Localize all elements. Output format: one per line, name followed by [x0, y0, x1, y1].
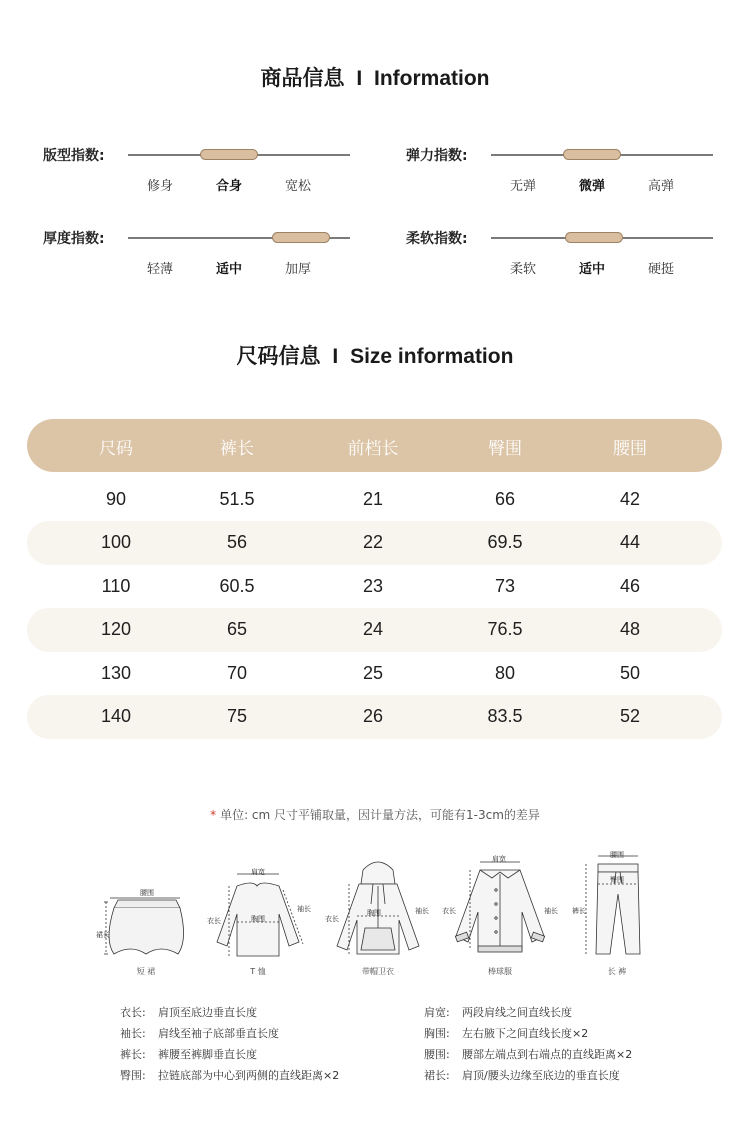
- figure-label: 袖长: [415, 907, 429, 915]
- title-separator: I: [332, 345, 339, 368]
- index-thickness: [43, 228, 363, 288]
- column-header-pants-length: 裤长: [220, 439, 254, 459]
- cell-hip: 83.5: [487, 706, 523, 726]
- figure-label: 裙长: [96, 931, 110, 939]
- legend-value: 肩线至袖子底部垂直长度: [158, 1027, 279, 1040]
- index-option: 轻薄: [146, 262, 173, 277]
- product-info-title-en: Information: [374, 67, 490, 90]
- cell-front-rise: 25: [362, 663, 384, 683]
- cell-pants-length: 56: [226, 532, 248, 552]
- cell-pants-length: 75: [226, 706, 248, 726]
- figure-label: 衣长: [325, 915, 339, 923]
- index-knob: [565, 232, 623, 243]
- cell-front-rise: 26: [362, 706, 384, 726]
- cell-size: 90: [105, 489, 127, 509]
- index-label: 版型指数:: [43, 148, 105, 164]
- title-separator: I: [356, 67, 363, 90]
- legend-item: [120, 1023, 339, 1044]
- cell-size: 110: [101, 576, 131, 596]
- note-text: 单位: cm 尺寸平铺取量，因计量方法，可能有1-3cm的差异: [220, 808, 540, 822]
- legend-value: 两段肩线之间直线长度: [462, 1006, 572, 1019]
- legend-item: [120, 1065, 339, 1086]
- legend-value: 肩顶至底边垂直长度: [158, 1006, 257, 1019]
- jacket-diagram-icon: [440, 850, 560, 976]
- legend-value: 腰部左端点到右端点的直线距离×2: [462, 1048, 633, 1061]
- cell-size: 140: [100, 706, 132, 726]
- legend-value: 裤腰至裤脚垂直长度: [158, 1048, 257, 1061]
- legend-value: 拉链底部为中心到两侧的直线距离×2: [158, 1069, 340, 1082]
- index-option: 修身: [146, 179, 173, 194]
- cell-size: 120: [100, 619, 132, 639]
- index-option-active: 适中: [578, 262, 605, 277]
- figure-label: 腰围: [140, 889, 154, 897]
- figure-label: 臀围: [610, 876, 624, 884]
- legend-key: 肩宽:: [424, 1006, 450, 1019]
- legend-right: [424, 1002, 632, 1086]
- column-header-waist: 腰围: [613, 439, 647, 459]
- figure-label: 衣长: [207, 917, 221, 925]
- figure-label: 衣长: [442, 907, 456, 915]
- index-option: 无弹: [509, 179, 536, 194]
- index-label: 柔软指数:: [406, 231, 468, 247]
- legend-key: 胸围:: [424, 1027, 450, 1040]
- pants-diagram-icon: [572, 850, 662, 976]
- table-row: [27, 695, 722, 739]
- legend-key: 腰围:: [424, 1048, 450, 1061]
- legend-item: [120, 1002, 339, 1023]
- cell-hip: 76.5: [487, 619, 523, 639]
- legend-item: [424, 1044, 632, 1065]
- index-option-active: 合身: [215, 179, 242, 194]
- cell-pants-length: 70: [226, 663, 248, 683]
- index-elasticity: [406, 145, 726, 205]
- legend-key: 裤长:: [120, 1048, 146, 1061]
- skirt-diagram-icon: [96, 850, 196, 976]
- legend-key: 袖长:: [120, 1027, 146, 1040]
- figure-label: 肩宽: [251, 868, 265, 876]
- table-row: [27, 478, 722, 522]
- cell-hip: 80: [494, 663, 516, 683]
- asterisk-icon: *: [210, 808, 217, 822]
- index-option: 宽松: [284, 179, 311, 194]
- cell-pants-length: 51.5: [219, 489, 255, 509]
- table-row: [27, 521, 722, 565]
- cell-size: 100: [100, 532, 132, 552]
- legend-item: [424, 1002, 632, 1023]
- figure-label: 袖长: [544, 907, 558, 915]
- cell-waist: 46: [619, 576, 641, 596]
- figure-label: 胸围: [251, 915, 265, 923]
- index-fit: [43, 145, 363, 205]
- cell-waist: 44: [619, 532, 641, 552]
- cell-pants-length: 65: [226, 619, 248, 639]
- legend-item: [120, 1044, 339, 1065]
- legend-item: [424, 1065, 632, 1086]
- figure-caption: 带帽卫衣: [362, 967, 394, 976]
- legend-item: [424, 1023, 632, 1044]
- figure-label: 裤长: [572, 907, 586, 915]
- figure-caption: 短 裙: [136, 967, 156, 976]
- cell-hip: 66: [494, 489, 516, 509]
- index-knob: [200, 149, 258, 160]
- legend-left: [120, 1002, 339, 1086]
- size-info-title-en: Size information: [350, 345, 514, 368]
- index-label: 弹力指数:: [406, 148, 468, 164]
- index-knob: [563, 149, 621, 160]
- index-option: 硬挺: [647, 262, 674, 277]
- column-header-size: 尺码: [99, 439, 133, 459]
- product-info-title: [0, 62, 750, 92]
- index-knob: [272, 232, 330, 243]
- legend-key: 臀围:: [120, 1069, 146, 1082]
- figure-label: 腰围: [610, 851, 624, 859]
- figure-caption: 棒球服: [488, 967, 512, 976]
- size-table-header: [27, 419, 722, 472]
- figure-caption: 长 裤: [607, 967, 627, 976]
- table-row: [27, 608, 722, 652]
- table-row: [27, 565, 722, 609]
- index-option-active: 微弹: [578, 179, 605, 194]
- figure-label: 肩宽: [492, 855, 506, 863]
- cell-waist: 48: [619, 619, 641, 639]
- hoodie-diagram-icon: [323, 850, 433, 976]
- cell-waist: 50: [619, 663, 641, 683]
- measurement-note: [0, 806, 750, 823]
- tshirt-diagram-icon: [203, 850, 313, 976]
- table-row: [27, 652, 722, 696]
- cell-waist: 52: [619, 706, 641, 726]
- cell-front-rise: 24: [362, 619, 384, 639]
- cell-hip: 73: [494, 576, 516, 596]
- index-label: 厚度指数:: [43, 231, 105, 247]
- cell-front-rise: 21: [362, 489, 384, 509]
- index-softness: [406, 228, 726, 288]
- legend-key: 裙长:: [424, 1069, 450, 1082]
- cell-size: 130: [100, 663, 132, 683]
- figure-label: 袖长: [297, 905, 311, 913]
- product-info-title-zh: 商品信息: [260, 66, 345, 90]
- column-header-hip: 臀围: [488, 439, 522, 459]
- legend-value: 肩顶/腰头边缘至底边的垂直长度: [462, 1069, 620, 1082]
- index-option: 适中: [215, 262, 242, 277]
- legend-value: 左右腋下之间直线长度×2: [462, 1027, 589, 1040]
- cell-pants-length: 60.5: [219, 576, 255, 596]
- cell-front-rise: 23: [362, 576, 384, 596]
- figure-caption: T 恤: [250, 967, 266, 976]
- index-option: 高弹: [647, 179, 674, 194]
- size-info-title: [0, 340, 750, 370]
- cell-hip: 69.5: [487, 532, 523, 552]
- index-option: 柔软: [509, 262, 536, 277]
- figure-label: 胸围: [367, 909, 381, 917]
- legend-key: 衣长:: [120, 1006, 146, 1019]
- size-info-title-zh: 尺码信息: [236, 344, 321, 368]
- cell-front-rise: 22: [362, 532, 384, 552]
- index-option: 加厚: [284, 262, 311, 277]
- cell-waist: 42: [619, 489, 641, 509]
- column-header-front-rise: 前档长: [347, 439, 399, 459]
